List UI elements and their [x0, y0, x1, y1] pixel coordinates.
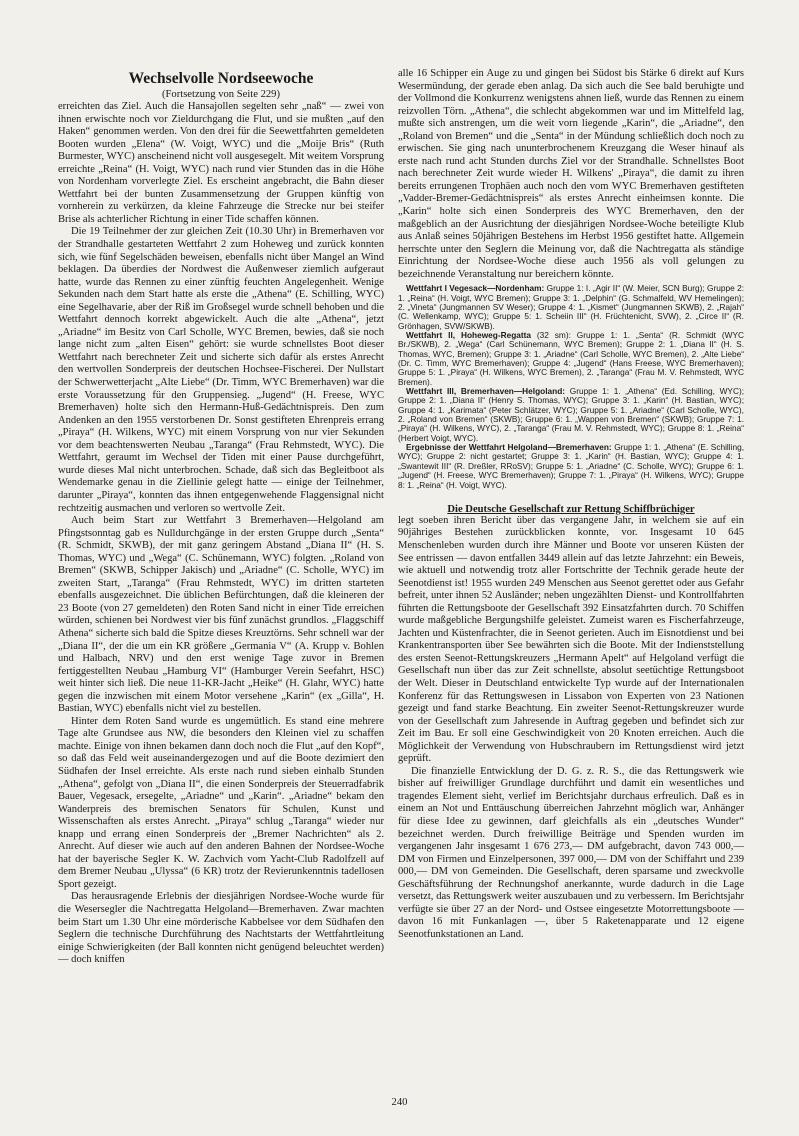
result-entry [398, 443, 744, 490]
result-text: (32 sm): Gruppe 1: 1. „Senta“ (R. Schmidt (WYC Br./SKWB), 2. „Wega“ (Carl Schünemann, WYC Bremen); Gruppe 2: 1. „Diana II“ (H. S. Thomas, WYC, Bremen); Gruppe 3: 1. „Ariadne“ (Carl Scholle, WYC Bremen), 2. „Alte Liebe“ (Dr. C. Timm, WYC Bremerhaven); Gruppe 4: „Jugend“ (Hans Freese, WYC Bremerhaven); Gruppe 5: 1. „Piraya“ (H. Wilkens, WYC Bremen), 2. „Taranga“ (Frau M. V. Rehmstedt, WYC Bremen). [398, 330, 744, 387]
result-text: Gruppe 1: 1. „Athena“ (Ed. Schilling, WYC); Gruppe 2: 1. „Diana II“ (Henry S. Thomas, WYC); Gruppe 3: 1. „Karin“ (H. Bastian, WYC); Gruppe 4: 1. „Karimata“ (Peter Schlätzer, WYC); Gruppe 5: 1. „Ariadne“ (Carl Scholle, WYC), 2. „Roland von Bremen“ (SKWB); Gruppe 6: 1. „Wappen von Bremen“ (SKWB); Gruppe 7: 1. „Piraya“ (H. Wilkens, WYC), 2. „Taranga“ (Frau M. V. Rehmstedt, WYC); Gruppe 8: 1. „Reina“ (Herbert Voigt, WYC). [398, 386, 744, 443]
article-subtitle: (Fortsetzung von Seite 229) [162, 89, 280, 100]
paragraph: alle 16 Schipper ein Auge zu und gingen bei Südost bis Stärke 6 direkt auf Kurs Wesermündung, der gerade eben anlag. Da sich auch die See bald beruhigte und der Vollmond die Konkurrenz wenigstens ahnen ließ, wurde das Rennen zu einem reizvollen Törn. „Athena“, die schlecht abgekommen war und im Mittelfeld lag, mußte sich anstrengen, um die weit vorn liegende „Karin“, die „Ariadne“, den „Roland von Bremen“ und die „Senta“ in der Mündung schließlich doch noch zu erwischen. Sie ging nach ununterbrochenem Kreuzgang die Weser hinauf als erste nach rund acht Stunden durchs Ziel vor der Strandhalle. Schnellstes Boot nach berechneter Zeit wurde wieder H. Wilkens' „Piraya“, die damit zu ihren bereits errungenen Trophäen auch noch den vom WYC Bremerhaven gestifteten „Vadder-Bremer-Gedächtnispreis“ als erstes Anrecht einheimsen konnte. Die „Karin“ holte sich einen Sonderpreis des WYC Bremerhaven, den der maßgeblich an der Ausrichtung der diesjährigen Nordsee-Woche beteiligte Klub aus Anlaß seines 50jährigen Bestehens im Herbst 1956 gestiftet hatte. Allgemein herrschte unter den Seglern die Meinung vor, daß die Nachtregatta als ständige Einrichtung der Nordsee-Woche diese auch 1956 als voll gelungen zu bezeichnende Veranstaltung nur bereichern könnte. [398, 68, 744, 280]
result-entry [398, 331, 744, 387]
section-spacer [398, 490, 744, 504]
right-column [398, 68, 744, 941]
result-heading: Ergebnisse der Wettfahrt Helgoland—Bremerhaven: [406, 442, 615, 453]
section-heading: Die Deutsche Gesellschaft zur Rettung Schiffbrüchiger [447, 503, 695, 515]
paragraph: legt soeben ihren Bericht über das vergangene Jahr, in welchem sie auf ein 90jähriges Bestehen zurückblicken konnte, vor. Insgesamt 10 645 Menschenleben wurden durch ihre Männer und Boote vor unseren Küsten der See entrissen — davon entfallen 3449 allein auf das letzte Jahrzehnt: ein Beweis, wie aktuell und notwendig trotz aller Fortschritte der Technik gerade heute der Seenotdienst ist! 1955 wurden 249 Menschen aus Seenot gerettet oder aus Gefahr befreit, unter ihnen 52 Ausländer; neben ungezählten Dienst- und Kontrollfahrten führten die Rettungsboote der Gesellschaft 392 Einsatzfahrten durch. 70 Schiffen wurde maßgebliche Bergungshilfe geleistet. Zumeist waren es Fischerfahrzeuge, Jachten und Küstenfrachter, die in Seenot gerieten. Auch im Eisnotdienst und bei Krankentransporten über See bewährten sich die Boote. Mit der Indienststellung des ersten Seenot-Rettungskreuzers „Hermann Apelt“ auf Helgoland verfügt die Gesellschaft nun über das zur Zeit schnellste, absolut seetüchtige Rettungsboot der Welt. Dieser in Deutschland entwickelte Typ wurde auf der Internationalen Konferenz für das Rettungswesen in Lissabon von Experten von 23 Nationen gezeigt und fand starke Beachtung. Ein zweiter Seenot-Rettungskreuzer wurde von der Gesellschaft zum Jahresende in Auftrag gegeben und befindet sich zur Zeit im Bau. Er soll eine Geschwindigkeit von 20 Knoten erreichen. Auch die Möglichkeit der Verwendung von Hubschraubern im Rettungsdienst wird jetzt geprüft. [398, 514, 744, 765]
left-column [58, 62, 384, 967]
result-heading: Wettfahrt III, Bremerhaven—Helgoland: [406, 386, 570, 397]
paragraph: Das herausragende Erlebnis der diesjährigen Nordsee-Woche wurde für die Wesersegler die Nachtregatta Helgoland—Bremerhaven. Zwar machten beim Start um 1.30 Uhr eine mörderische Kabbelsee vor dem Südhafen den Seglern die technische Durchführung des Nachtstarts der Wettfahrtleitung einige Schwierigkeiten (der Ball konnten nicht genügend beleuchtet werden) — doch kniffen [58, 891, 384, 966]
result-heading: Wettfahrt I Vegesack—Nordenham: [406, 283, 547, 294]
page-number: 240 [391, 1097, 408, 1108]
paragraph: Die 19 Teilnehmer der zur gleichen Zeit (10.30 Uhr) in Bremerhaven vor der Strandhalle gestarteten Wettfahrt 2 zum Hoheweg und zurück konnten sich, wie fünf Segelschäden beweisen, ebenfalls nicht über Mangel an Wind beklagen. Da überdies der Nordwest die Außenweser ziemlich aufgeraut hatte, wurde das Rennen zu einer zünftig feuchten Angelegenheit. Wenige Sekunden nach dem Start hatte als erste die „Athena“ (E. Schilling, WYC) eine Segelhavarie, aber der Riß im Großsegel wurde schnell behoben und die Wettfahrt dennoch korrekt abgewickelt. Auch die alte „Athena“, jetzt „Ariadne“ im Besitz von Carl Scholle, WYC Bremen, bewies, daß sie noch lange nicht zum „alten Eisen“ gehört: sie wurde schnellstes Boot dieser Wettfahrt nach berechneter Zeit und sicherte sich dafür als erstes Anrecht den wertvollen Sonderpreis der deutschen Hochsee-Fischerei. Der Nullstart der Schwerwetterjacht „Alte Liebe“ (Dr. Timm, WYC Bremerhaven) war die erste Voraussetzung für den Gruppensieg. „Jugend“ (H. Freese, WYC Bremerhaven) holte sich den Hermann-Huß-Gedächtnispreis. Den zum Andenken an den 1955 verstorbenen Dr. Sonst gestifteten Ehrenpreis errang „Piraya“ (H. Wilkens, WYC) mit einem Vorsprung von nur vier Sekunden vor dem beachtenswerten Neubau „Taranga“ (Frau Rehmstedt, WYC). Die Wettfahrt, geraumt im Wechsel der Tiden mit einer Pause durchgeführt, wurde dieses Mal nicht unterbrochen. Schade, daß sich das Begleitboot als Wendemarke genau in die Ziellinie gelegt hatte — einige der Teilnehmer, darunter „Piraya“, konnten das ihnen entgegenwehende Flaggensignal nicht rechtzeitig ausmachen und verloren so wertvolle Zeit. [58, 226, 384, 514]
paragraph: Die finanzielle Entwicklung der D. G. z. R. S., die das Rettungswerk wie bisher auf freiwilliger Grundlage durchführt und damit ein wesentliches und tragendes Element sieht, verlief im Berichtsjahr durchaus erfreulich. Daß es in einem an Not und Enttäuschung überreichen Jahrzehnt möglich war, Anhänger für diese Idee zu gewinnen, darf gleichfalls als ein „deutsches Wunder“ bezeichnet werden. Durch freiwillige Beiträge und Spenden wurden im vergangenen Jahr insgesamt 1 676 273,— DM aufgebracht, davon 743 000,— DM von Firmen und Einzelpersonen, 397 000,— DM von der Schiffahrt und 239 000,— DM von Gemeinden. Die Gesellschaft, deren sparsame und zweckvolle Geschäftsführung der Rechnungshof anerkannte, wurde dadurch in die Lage versetzt, das Rettungswerk weiter auszubauen und zu verbessern. Im Berichtsjahr verfügte sie über 27 an der Nord- und Ostsee eingesetzte Motorrettungsboote — davon 16 mit Funkanlagen —, über 5 Raketenapparate und 12 eigene Seenotfunkstationen an Land. [398, 765, 744, 940]
result-heading: Wettfahrt II, Hoheweg-Regatta [406, 330, 537, 341]
result-text: Gruppe 1: I. „Agir II“ (W. Meier, SCN Burg); Gruppe 2: 1. „Reina“ (H. Voigt, WYC Bremen); Gruppe 3: 1. „Delphin“ (G. Schmalfeld, WV Hemelingen); 2. „Vineta“ (Jungmannen SV Weser); Gruppe 4: 1. „Kismet“ (Jungmannen SKWB), 2. „Rajah“ (C. Wellenkamp, WYC); Gruppe 5: 1. Scheiin III“ (H. Früchtenicht, SVW), 2. „Circe II“ (R. Grönhagen, SVW/SKWB). [398, 283, 744, 331]
paragraph: Auch beim Start zur Wettfahrt 3 Bremerhaven—Helgoland am Pfingstsonntag gab es Nulldurchgänge in der ersten Gruppe durch „Senta“ (R. Schmidt, SKWB), der mit ganz geringem Abstand „Diana II“ (H. S. Thomas, WYC) und „Wega“ (C. Schünemann, WYC) folgten. „Roland von Bremen“ (SKWB, Schipper Jakisch) und „Ariadne“ (C. Scholle, WYC) im zweiten Start, „Taranga“ (Frau Rehmstedt, WYC) im dritten starteten ebenfalls ausgezeichnet. Die üblichen Befürchtungen, daß die kleineren der 23 Boote (von 27 gemeldeten) den Roten Sand nicht in einer Tide erreichen würden, schienen bei Nordwest vier bis fünf zunächst grundlos. „Flaggschiff Athena“ sicherte sich bald die Spitze dieses Kreuztörns. Sehr schnell war der „Diana II“, der die um ein KR größere „Germania V“ (A. Krupp v. Bohlen und Halbach, NRV) und den erst wenige Tage zuvor in Bremen fertiggestellten Neubau „Hamburg VI“ (Hamburger Verein Seefahrt, HSC) weit hinter sich ließ. Die neue 11-KR-Jacht „Heike“ (H. Glahr, WYC) hatte gegen die inzwischen mit einem Motor versehene „Karin“ (ex „Gilla“, H. Bastian, WYC) ebenfalls nicht viel zu bestellen. [58, 515, 384, 715]
paragraph: Hinter dem Roten Sand wurde es ungemütlich. Es stand eine mehrere Tage alte Grundsee aus NW, die besonders den Kleinen viel zu schaffen machte. Einige von ihnen bekamen dann doch noch die Flut „auf den Kopf“, so daß das Feld weit auseinandergezogen und auf die Boote dezimiert den Südhafen der Insel erreichte. Als erste nach rund sieben einhalb Stunden „Athena“, gefolgt von „Diana II“, die einen Sonderpreis der Steuerradfabrik Bauer, Vegesack, ersegelte, „Ariadne“ und „Karin“. „Ariadne“ bekam den Wanderpreis des bremischen Senators für Schulen, Kunst und Wissenschaften als erstes Anrecht. „Piraya“ schlug „Taranga“ wieder nur knapp und errang einen Sonderpreis der „Bremer Nachrichten“ als 2. Anrecht. Auf dieser wie auch auf den anderen Bahnen der Nordsee-Woche hat der bayerische Segler K. W. Zachvich vom Yacht-Club Radolfzell auf dem Bremer Neubau „Ulyssa“ (6 KR) trotz der Revierunkenntnis tadellosen Sport gezeigt. [58, 715, 384, 890]
result-text: Gruppe 1: 1. „Athena“ (E. Schilling, WYC); Gruppe 2: nicht gestartet; Gruppe 3: 1. „Karin“ (H. Bastian, WYC); Gruppe 4: 1. „Swantewit III“ (R. Dreßler, RRoSV); Gruppe 5: 1. „Ariadne“ (C. Scholle, WYC); Gruppe 6: 1. „Jugend“ (H. Freese, WYC Bremerhaven); Gruppe 7: 1. „Piraya“ (H. Wilkens, WYC); Gruppe 8: 1. „Reina“ (H. Voigt, WYC). [398, 442, 744, 490]
paragraph: erreichten das Ziel. Auch die Hansajollen segelten sehr „naß“ — zwei von ihnen erwischte noch vor Zieldurchgang die Flut, und sie mußten „auf den Haken“ genommen werden. Von den drei für die Seewettfahrten gemeldeten Booten wurden „Elena“ (W. Voigt, WYC) und die „Moije Bris“ (Ruth Burmester, WYC) anscheinend nicht voll ausgesegelt. Mit weitem Vorsprung erreichte „Reina“ (H. Voigt, WYC) nach rund vier Stunden das in die Höhe von Nordenham vorverlegte Ziel. Es erscheint angebracht, die Bahn dieser Wettfahrt bei der bunten Zusammensetzung der Gruppen künftig von vornherein zu verkürzen, da kleine Fahrzeuge die Strecke nur bei steifer Brise als achterlicher Richtung in einer Tide schaffen können. [58, 101, 384, 225]
result-entry [398, 284, 744, 331]
article-title: Wechselvolle Nordseewoche [128, 70, 314, 87]
results-list [398, 284, 744, 490]
result-entry [398, 387, 744, 443]
